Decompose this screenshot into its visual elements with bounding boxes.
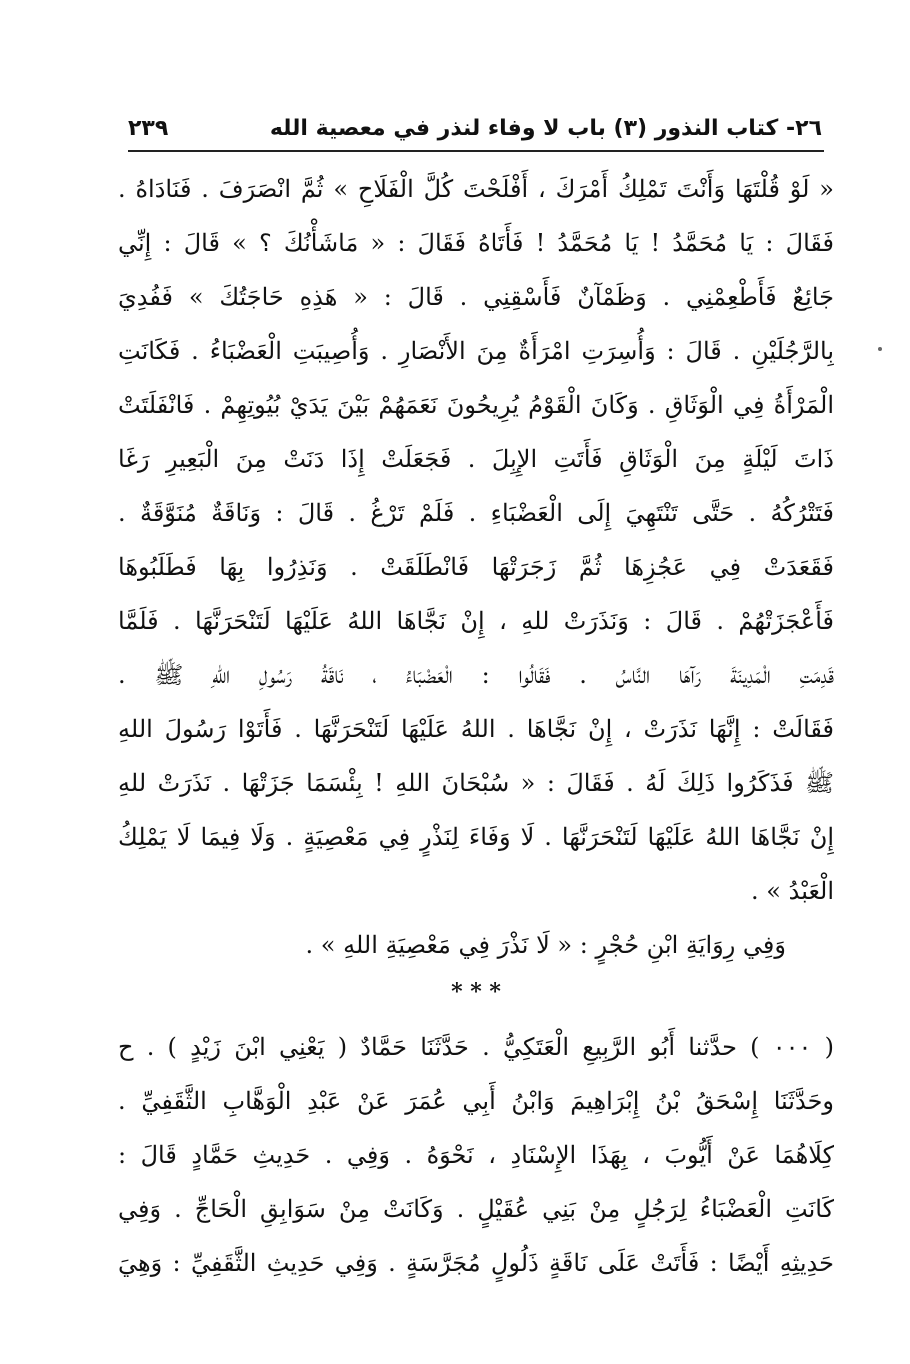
text-line: قَدِمَتِ الْمَدِينَةَ رَآهَا النَّاسُ . فَقَالُوا : الْعَضْبَاءُ ، نَاقَةُ رَسُولِ اللهِ ﷺ .	[118, 661, 834, 689]
header-divider	[128, 150, 824, 152]
page-header	[128, 110, 822, 152]
text-line: فَقَالَتْ : إِنَّهَا نَذَرَتْ ، إِنْ نَجَّاهَا . اللهُ عَلَيْهَا لَتَنْحَرَنَّهَا . فَأَتَوْا رَسُولَ اللهِ	[118, 715, 834, 743]
text-line: « لَوْ قُلْتَهَا وَأَنْتَ تَمْلِكُ أَمْرَكَ ، أَفْلَحْتَ كُلَّ الْفَلَاحِ » ثُمَّ انْصَرَفَ . فَنَادَاهُ .	[118, 175, 834, 203]
body-text	[118, 162, 834, 1290]
text-line: فَقَعَدَتْ فِي عَجُزِهَا ثُمَّ زَجَرَتْهَا فَانْطَلَقَتْ . وَنَذِرُوا بِهَا فَطَلَبُوهَا	[118, 553, 834, 581]
hadith-line: كَانَتِ الْعَضْبَاءُ لِرَجُلٍ مِنْ بَنِي عُقَيْلٍ . وَكَانَتْ مِنْ سَوَابِقِ الْحَاجِّ . وَفِي	[118, 1195, 834, 1223]
hadith-line: وحَدَّثَنَا إِسْحَقُ بْنُ إِبْرَاهِيمَ وَابْنُ أَبِي عُمَرَ عَنْ عَبْدِ الْوَهَّابِ الثَّقَفِيِّ .	[118, 1087, 834, 1115]
running-header-title: ٢٦- كتاب النذور (٣) باب لا وفاء لنذر في معصية الله	[269, 116, 822, 141]
hadith-line: حَدِيثِهِ أَيْضًا : فَأَتَتْ عَلَى نَاقَةٍ ذَلُولٍ مُجَرَّسَةٍ . وَفِي حَدِيثِ الثَّقَفِيِّ : وَهِيَ	[118, 1249, 834, 1277]
spacer	[118, 1012, 834, 1020]
rewaya-line: وَفِي رِوَايَةِ ابْنِ حُجْرٍ : « لَا نَذْرَ فِي مَعْصِيَةِ اللهِ » .	[305, 931, 786, 959]
text-line: فَأَعْجَزَتْهُمْ . قَالَ : وَنَذَرَتْ للهِ ، إِنْ نَجَّاهَا اللهُ عَلَيْهَا لَتَنْحَرَنَّهَا . فَلَمَّا	[118, 607, 834, 635]
text-line: جَائِعٌ فَأَطْعِمْنِي . وَظَمْآنٌ فَأَسْقِنِي . قَالَ : « هَذِهِ حَاجَتُكَ » فَفُدِيَ	[118, 283, 834, 311]
text-line: الْمَرْأَةُ فِي الْوَثَاقِ . وَكَانَ الْقَوْمُ يُرِيحُونَ نَعَمَهُمْ بَيْنَ يَدَيْ بُيُوتِهِمْ . فَانْفَلَتَتْ	[118, 391, 834, 419]
margin-dot	[878, 347, 882, 351]
text-line: ذَاتَ لَيْلَةٍ مِنَ الْوَثَاقِ فَأَتَتِ الإِبِلَ . فَجَعَلَتْ إِذَا دَنَتْ مِنَ الْبَعِيرِ رَغَا	[118, 445, 834, 473]
text-line: إِنْ نَجَّاهَا اللهُ عَلَيْهَا لَتَنْحَرَنَّهَا . لَا وَفَاءَ لِنَذْرٍ فِي مَعْصِيَةٍ . وَلَا فِيمَا لَا يَمْلِكُ	[118, 823, 834, 851]
hadith-line: ( ٠٠٠ ) حدَّثنا أَبُو الرَّبِيعِ الْعَتَكِيُّ . حَدَّثَنَا حَمَّادٌ ( يَعْنِي ابْنَ زَيْدٍ ) . ح	[118, 1033, 834, 1061]
page-number: ٢٣٩	[128, 116, 169, 141]
text-line: الْعَبْدُ » .	[751, 877, 834, 905]
text-line: فَتَتْرُكُهُ . حَتَّى تَنْتَهِيَ إِلَى الْعَضْبَاءِ . فَلَمْ تَرْغُ . قَالَ : وَنَاقَةٌ مُنَوَّقَةٌ .	[118, 499, 834, 527]
text-line: فَقَالَ : يَا مُحَمَّدُ ! يَا مُحَمَّدُ ! فَأَتَاهُ فَقَالَ : « مَاشَأْنُكَ ؟ » قَالَ : إِنِّي	[118, 229, 834, 257]
hadith-line: كِلَاهُمَا عَنْ أَيُّوبَ ، بِهَذَا الإِسْنَادِ ، نَحْوَهُ . وَفِي . حَدِيثِ حَمَّادٍ قَالَ :	[118, 1141, 834, 1169]
text-line: ﷺ فَذَكَرُوا ذَلِكَ لَهُ . فَقَالَ : « سُبْحَانَ اللهِ ! بِئْسَمَا جَزَتْهَا . نَذَرَتْ للهِ	[118, 769, 834, 797]
section-separator: * * *	[451, 979, 501, 1005]
text-line: بِالرَّجُلَيْنِ . قَالَ : وَأُسِرَتِ امْرَأَةٌ مِنَ الأَنْصَارِ . وَأُصِيبَتِ الْعَضْبَاءُ . فَكَانَتِ	[118, 337, 834, 365]
